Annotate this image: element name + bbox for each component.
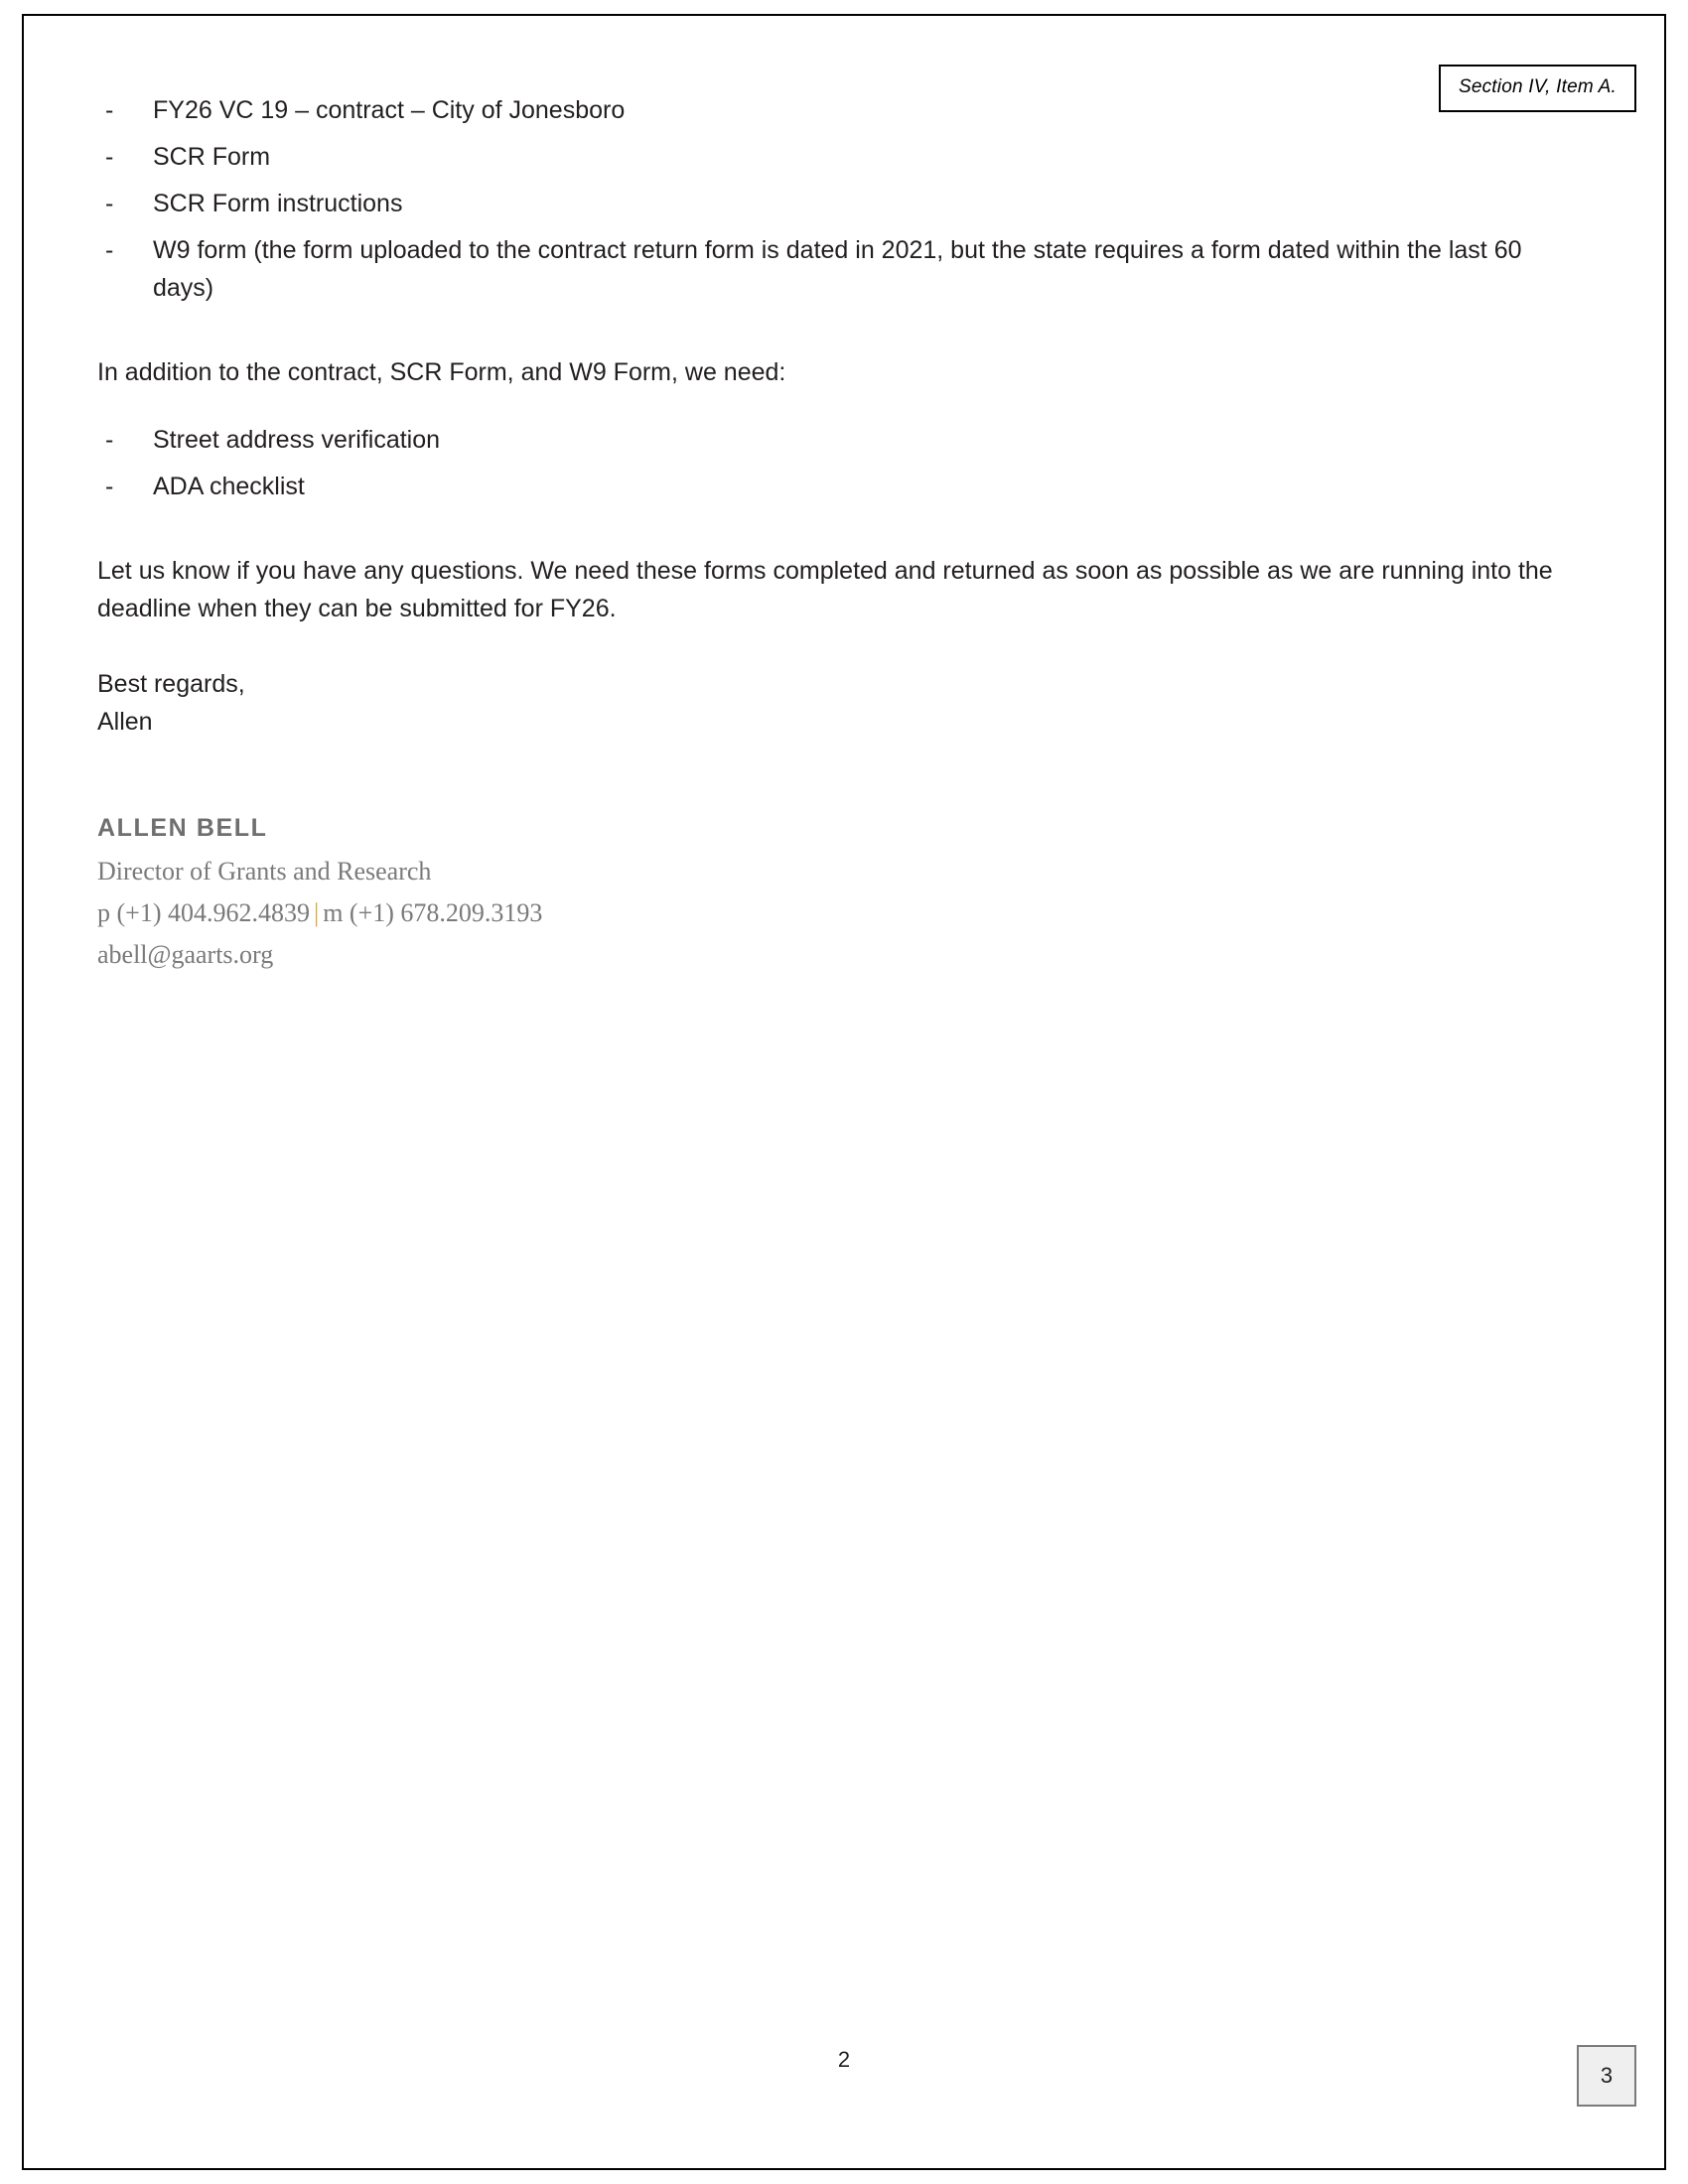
list-item [97,468,1557,505]
list-item-label: Street address verification [153,426,441,454]
signature-phone-mobile: m (+1) 678.209.3193 [323,898,543,927]
list-item [97,421,1557,459]
dash-marker: - [105,96,114,124]
spacer [97,627,1557,665]
signature-name: ALLEN BELL [97,814,268,842]
list-item-label: W9 form (the form uploaded to the contract return form is dated in 2021, but the state requires a form dated within the last 60 days) [153,236,1522,302]
closing-line-name: Allen [97,708,153,736]
signature-title: Director of Grants and Research [97,857,432,886]
section-tag: Section IV, Item A. [1439,65,1636,112]
dash-marker: - [105,143,114,171]
attachment-list [97,91,1557,307]
list-item [97,185,1557,222]
list-item-label: ADA checklist [153,473,305,500]
paragraph-questions: Let us know if you have any questions. We need these forms completed and returned as soon as possible as we are running into the deadline when they can be submitted for FY26. [97,557,1553,622]
dash-marker: - [105,190,114,217]
signature-email[interactable]: abell@gaarts.org [97,940,274,969]
closing-line-regards: Best regards, [97,670,245,698]
signature-separator: | [313,898,320,927]
corner-page-marker: 3 [1577,2045,1636,2107]
list-item-label: SCR Form instructions [153,190,403,217]
page-number: 2 [837,2047,851,2072]
signature-block [97,814,1557,976]
signature-phones [97,892,1557,934]
dash-marker: - [105,473,114,500]
spacer [97,514,1557,552]
spacer [97,316,1557,353]
dash-marker: - [105,236,114,264]
dash-marker: - [105,426,114,454]
signature-phone-primary: p (+1) 404.962.4839 [97,898,310,927]
document-body [97,91,1557,976]
list-item-label: FY26 VC 19 – contract – City of Jonesboro [153,96,626,124]
additional-items-list [97,421,1557,505]
spacer [97,391,1557,421]
list-item [97,91,1557,129]
list-item-label: SCR Form [153,143,271,171]
list-item [97,231,1557,307]
paragraph-in-addition: In addition to the contract, SCR Form, and W9 Form, we need: [97,358,786,386]
list-item [97,138,1557,176]
